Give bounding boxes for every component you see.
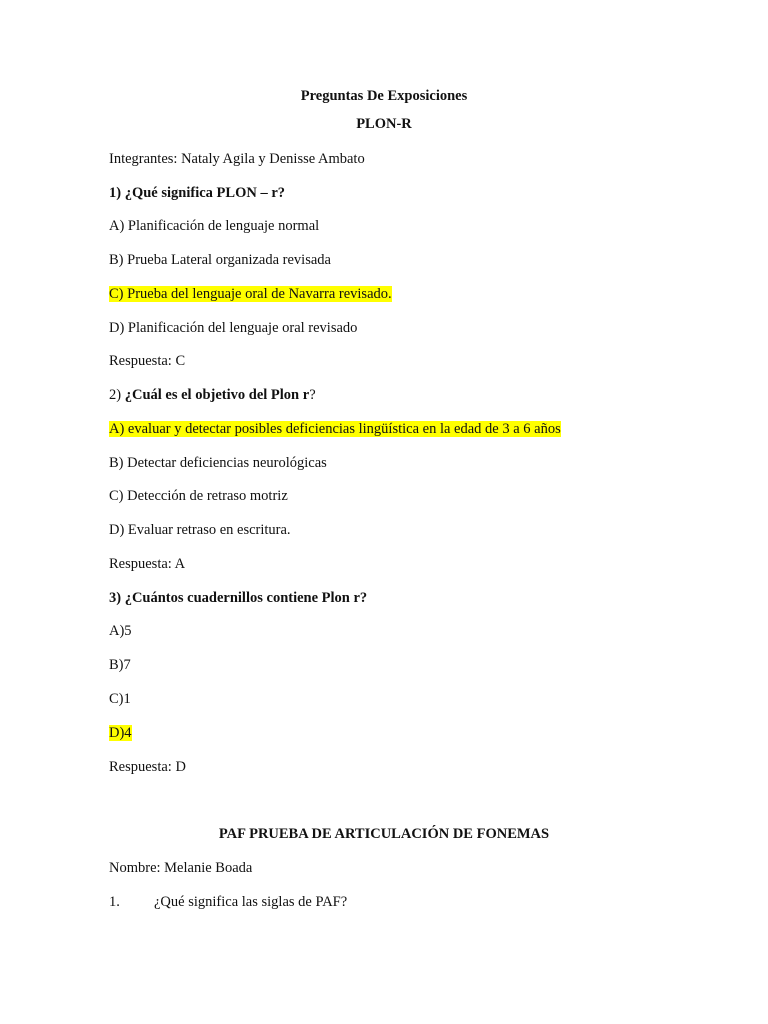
question-3: 3) ¿Cuántos cuadernillos contiene Plon r? xyxy=(109,590,368,606)
q3-option-b: B)7 xyxy=(109,657,131,673)
q3-answer: Respuesta: D xyxy=(109,759,186,775)
highlight-mark: A) evaluar y detectar posibles deficiencias lingüística en la edad de 3 a 6 años xyxy=(109,421,561,437)
paf-item-1-text: ¿Qué significa las siglas de PAF? xyxy=(154,894,348,910)
q2-option-b: B) Detectar deficiencias neurológicas xyxy=(109,455,327,471)
paf-item-1-number: 1. xyxy=(109,894,120,910)
question-2 xyxy=(109,386,316,404)
integrantes-line: Integrantes: Nataly Agila y Denisse Ambato xyxy=(109,151,365,167)
q1-answer: Respuesta: C xyxy=(109,353,186,369)
q3-option-a: A)5 xyxy=(109,623,132,639)
q2-option-c: C) Detección de retraso motriz xyxy=(109,488,288,504)
question-1: 1) ¿Qué significa PLON – r? xyxy=(109,185,286,201)
paf-nombre: Nombre: Melanie Boada xyxy=(109,860,253,876)
paf-item-1 xyxy=(109,893,347,911)
q2-option-a-highlighted xyxy=(109,420,561,438)
question-2-suffix: ? xyxy=(309,387,316,403)
paf-heading: PAF PRUEBA DE ARTICULACIÓN DE FONEMAS xyxy=(218,826,550,842)
document-title: Preguntas De Exposiciones xyxy=(300,88,468,104)
highlight-mark: C) Prueba del lenguaje oral de Navarra revisado. xyxy=(109,286,392,302)
q1-option-d: D) Planificación del lenguaje oral revisado xyxy=(109,320,358,336)
q3-option-c: C)1 xyxy=(109,691,131,707)
q1-option-c-highlighted xyxy=(109,285,392,303)
highlight-mark: D)4 xyxy=(109,725,132,741)
q2-option-d: D) Evaluar retraso en escritura. xyxy=(109,522,291,538)
q1-option-b: B) Prueba Lateral organizada revisada xyxy=(109,252,331,268)
q1-option-a: A) Planificación de lenguaje normal xyxy=(109,218,320,234)
q3-option-d-highlighted xyxy=(109,724,132,742)
question-2-text: ¿Cuál es el objetivo del Plon r xyxy=(124,387,310,403)
q2-answer: Respuesta: A xyxy=(109,556,186,572)
document-subtitle: PLON-R xyxy=(356,116,412,132)
question-2-prefix: 2) xyxy=(109,387,125,403)
